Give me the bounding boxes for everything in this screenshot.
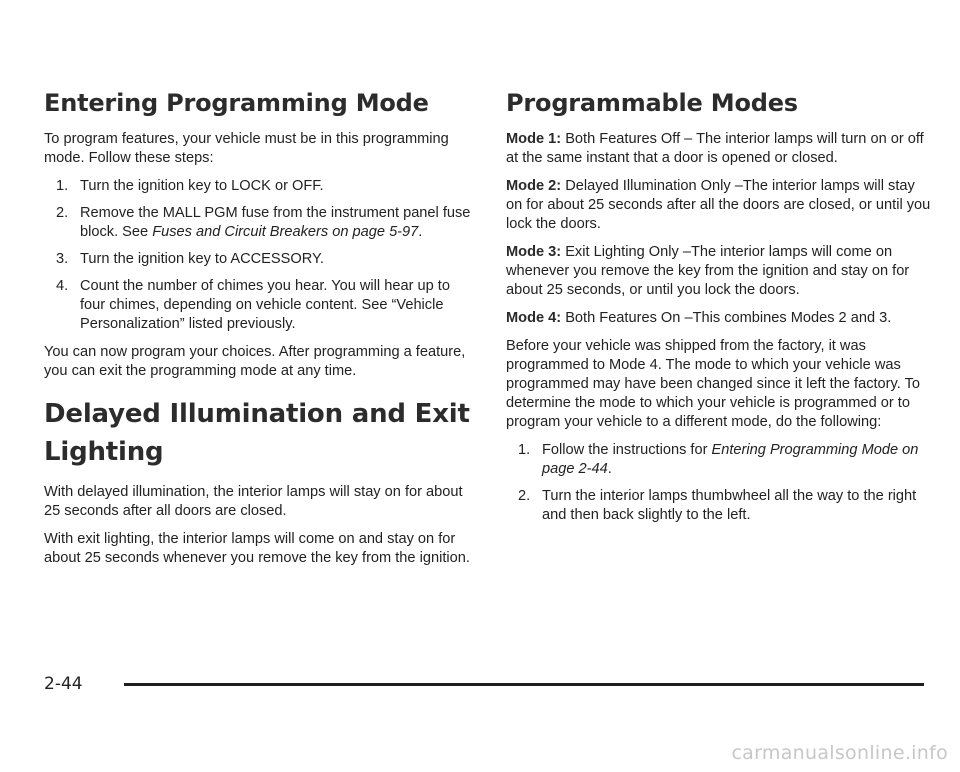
cross-reference: Entering Programming Mode on page 2-44 [542, 442, 919, 477]
list-item: 2. Remove the MALL PGM fuse from the instrument panel fuse block. See Fuses and Circuit Breakers on page 5-97. [56, 205, 471, 240]
delayed-illumination-paragraph: With delayed illumination, the interior lamps will stay on for about 25 seconds after all doors are closed. [44, 484, 463, 519]
page-number: 2-44 [44, 674, 83, 694]
list-item: 1. Follow the instructions for Entering Programming Mode on page 2-44. [518, 442, 919, 477]
right-column [506, 88, 931, 534]
heading-programmable-modes: Programmable Modes [506, 89, 798, 117]
intro-paragraph: To program features, your vehicle must be in this programming mode. Follow these steps: [44, 131, 449, 166]
mode-1-paragraph: Mode 1: Both Features Off – The interior lamps will turn on or off at the same instant that a door is opened or closed. [506, 131, 924, 166]
list-item: 3. Turn the ignition key to ACCESSORY. [56, 251, 324, 267]
mode-4-paragraph: Mode 4: Both Features On –This combines Modes 2 and 3. [506, 310, 892, 326]
left-column [44, 88, 474, 577]
exit-lighting-paragraph: With exit lighting, the interior lamps will come on and stay on for about 25 seconds whenever you remove the key from the ignition. [44, 531, 470, 566]
cross-reference: Fuses and Circuit Breakers on page 5-97 [152, 224, 419, 240]
footer-rule [124, 683, 924, 686]
factory-mode-paragraph: Before your vehicle was shipped from the factory, it was programmed to Mode 4. The mode to which your vehicle was programmed may have been changed since it left the factory. To determine the mode to which your vehicle is programmed or to program your vehicle to a different mode, do the following: [506, 338, 920, 430]
mode-3-paragraph: Mode 3: Exit Lighting Only –The interior lamps will come on whenever you remove the key from the ignition and stay on for about 25 seconds, or until you lock the doors. [506, 244, 910, 298]
list-item: 4. Count the number of chimes you hear. You will hear up to four chimes, depending on vehicle content. See “Vehicle Personalization” listed previously. [56, 278, 450, 332]
heading-entering-programming-mode: Entering Programming Mode [44, 89, 429, 117]
heading-delayed-illumination: Delayed Illumination and Exit Lighting [44, 399, 470, 467]
mode-steps-list [506, 441, 931, 525]
mode-2-paragraph: Mode 2: Delayed Illumination Only –The interior lamps will stay on for about 25 seconds after all the doors are closed, or until you lock the doors. [506, 178, 931, 232]
list-item: 2. Turn the interior lamps thumbwheel all the way to the right and then back slightly to the left. [518, 488, 917, 523]
programming-steps-list [44, 177, 474, 334]
after-steps-paragraph: You can now program your choices. After programming a feature, you can exit the programming mode at any time. [44, 344, 466, 379]
watermark: carmanualsonline.info [731, 742, 948, 764]
list-item: 1. Turn the ignition key to LOCK or OFF. [56, 178, 324, 194]
